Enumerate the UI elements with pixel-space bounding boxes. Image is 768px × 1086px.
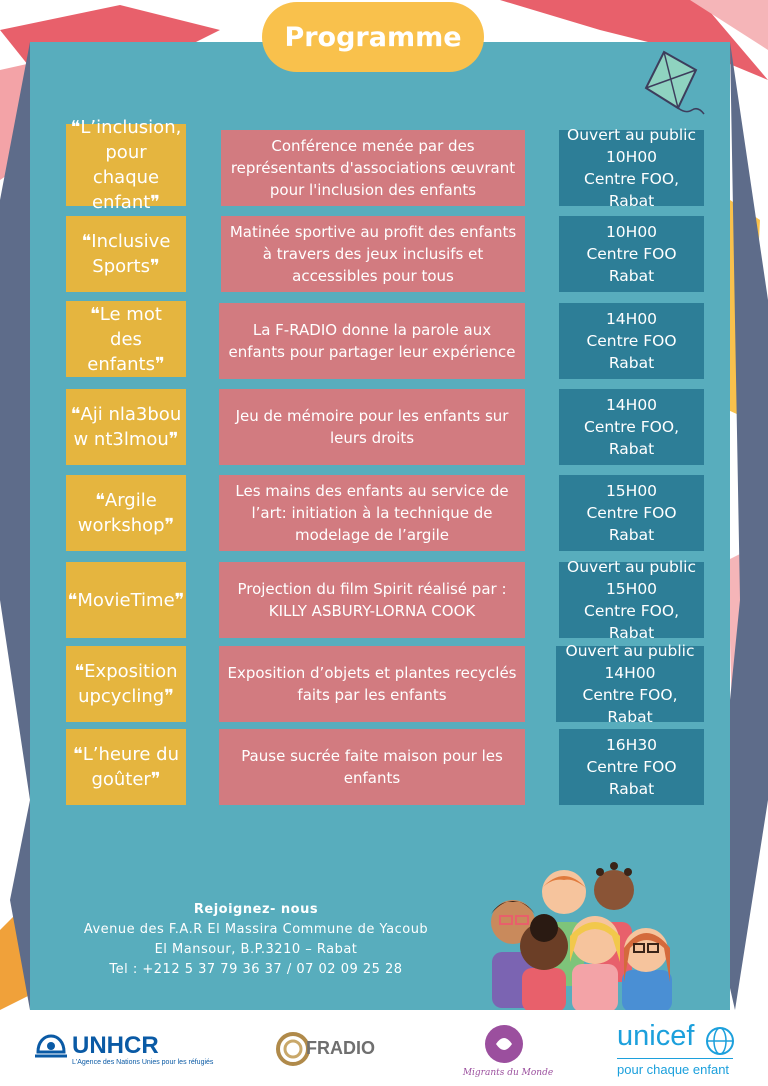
page-title: Programme <box>262 2 484 72</box>
unhcr-logo <box>32 1032 262 1072</box>
activity-name: ❝Aji nla3bou w nt3lmou❞ <box>66 389 186 465</box>
contact-address-line1: Avenue des F.A.R El Massira Commune de Yacoub <box>83 922 429 937</box>
activity-name: ❝Exposition upcycling❞ <box>66 646 186 722</box>
unicef-logo <box>617 1020 747 1080</box>
footer <box>0 1010 768 1086</box>
activity-description: Jeu de mémoire pour les enfants sur leurs droits <box>219 389 525 465</box>
activity-info: Ouvert au public 14H00 Centre FOO, Rabat <box>556 646 704 722</box>
activity-name: ❝MovieTime❞ <box>66 562 186 638</box>
contact-address-line2: El Mansour, B.P.3210 – Rabat <box>154 942 358 957</box>
activity-info: 14H00 Centre FOO, Rabat <box>559 389 704 465</box>
activity-name: ❝L’inclusion, pour chaque enfant❞ <box>66 124 186 206</box>
unicef-name: unicef <box>617 1020 695 1052</box>
unhcr-tagline: L'Agence des Nations Unies pour les réfugiés <box>72 1059 214 1066</box>
activity-info: 15H00 Centre FOO Rabat <box>559 475 704 551</box>
activity-name: ❝Le mot des enfants❞ <box>66 301 186 377</box>
activity-description: Projection du film Spirit réalisé par : KILLY ASBURY-LORNA COOK <box>219 562 525 638</box>
contact-heading: Rejoignez- nous <box>193 902 319 917</box>
contact-phone: Tel : +212 5 37 79 36 37 / 07 02 09 25 28 <box>109 962 403 977</box>
children-illustration <box>480 852 690 1012</box>
fradio-logo <box>276 1030 386 1070</box>
unicef-tagline: pour chaque enfant <box>617 1062 730 1077</box>
activity-description: Les mains des enfants au service de l’art: initiation à la technique de modelage de l’argile <box>219 475 525 551</box>
kite-icon <box>634 48 714 128</box>
unicef-globe-icon <box>705 1026 735 1056</box>
activity-description: La F-RADIO donne la parole aux enfants pour partager leur expérience <box>219 303 525 379</box>
fradio-name: FRADIO <box>306 1038 375 1058</box>
activity-info: 14H00 Centre FOO Rabat <box>559 303 704 379</box>
activity-info: 16H30 Centre FOO Rabat <box>559 729 704 805</box>
unhcr-name: UNHCR <box>72 1032 159 1059</box>
activity-name: ❝Argile workshop❞ <box>66 475 186 551</box>
fradio-emblem-icon <box>276 1032 310 1066</box>
activity-name: ❝Inclusive Sports❞ <box>66 216 186 292</box>
migrants-du-monde-logo <box>458 1024 558 1084</box>
contact-block <box>60 900 452 980</box>
activity-description: Pause sucrée faite maison pour les enfants <box>219 729 525 805</box>
migrants-name: Migrants du Monde <box>462 1068 554 1078</box>
unicef-divider <box>617 1058 733 1059</box>
activity-description: Conférence menée par des représentants d'associations œuvrant pour l'inclusion des enfants <box>221 130 525 206</box>
activity-info: Ouvert au public 15H00 Centre FOO, Rabat <box>559 562 704 638</box>
activity-description: Matinée sportive au profit des enfants à travers des jeux inclusifs et accessibles pour tous <box>221 216 525 292</box>
migrants-emblem-icon <box>484 1024 524 1064</box>
activity-info: Ouvert au public 10H00 Centre FOO, Rabat <box>559 130 704 206</box>
activity-info: 10H00 Centre FOO Rabat <box>559 216 704 292</box>
activity-name: ❝L’heure du goûter❞ <box>66 729 186 805</box>
unhcr-emblem-icon <box>32 1032 70 1064</box>
activity-description: Exposition d’objets et plantes recyclés faits par les enfants <box>219 646 525 722</box>
